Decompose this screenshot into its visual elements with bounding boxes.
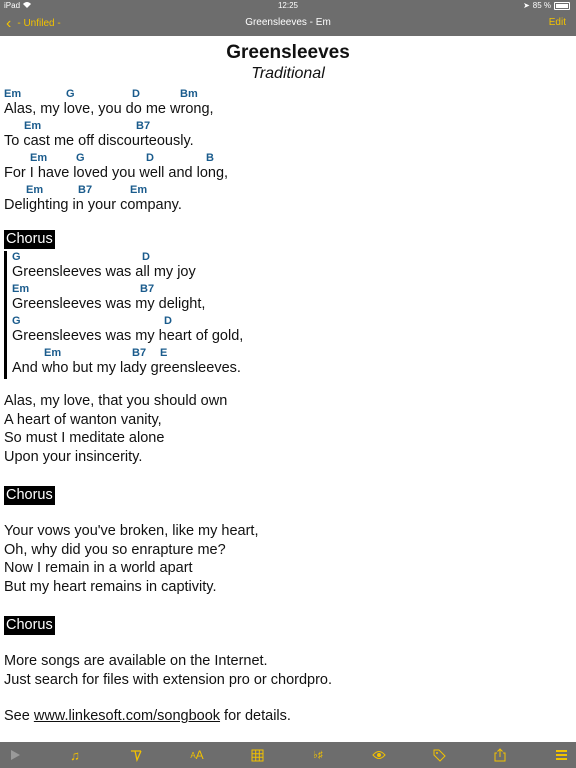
footer-line-2: Just search for files with extension pro or chordpro. xyxy=(4,671,333,688)
chevron-left-icon: ‹ xyxy=(6,14,12,32)
footer-line-1: More songs are available on the Internet. xyxy=(4,653,268,669)
pen-icon[interactable] xyxy=(125,744,147,766)
song-line xyxy=(12,251,243,283)
chorus-label-2: Chorus xyxy=(6,487,53,503)
chord-row xyxy=(4,88,228,101)
see-prefix: See xyxy=(4,708,34,725)
lyric-line: Your vows you've broken, like my heart, xyxy=(4,523,259,539)
chord-label[interactable]: B7 xyxy=(78,184,93,196)
lyric-line: But my heart remains in captivity. xyxy=(4,579,217,596)
chord-label[interactable]: Em xyxy=(26,184,44,196)
transpose-icon[interactable]: ♭♯ xyxy=(313,749,323,761)
lyric-line: And who but my lady greensleeves. xyxy=(12,360,241,376)
edit-button[interactable]: Edit xyxy=(548,17,566,28)
chord-label[interactable]: B xyxy=(206,152,214,164)
chord-label[interactable]: D xyxy=(142,251,150,263)
song-line xyxy=(4,120,228,152)
song-line xyxy=(12,315,243,347)
chord-label[interactable]: Em xyxy=(30,152,48,164)
lyric-line: A heart of wanton vanity, xyxy=(4,411,162,428)
chord-label[interactable]: G xyxy=(76,152,85,164)
status-time: 12:25 xyxy=(277,1,299,10)
chorus-label: Chorus xyxy=(6,231,53,247)
song-title: Greensleeves xyxy=(226,42,350,63)
chord-row xyxy=(4,184,228,197)
chord-label[interactable]: D xyxy=(146,152,154,164)
lyric-line: Greensleeves was my delight, xyxy=(12,296,206,312)
device-name: iPad xyxy=(4,1,21,10)
verse-1 xyxy=(4,88,228,216)
footer-see-line xyxy=(4,707,332,726)
eye-icon[interactable] xyxy=(368,744,390,766)
nav-title: Greensleeves - Em xyxy=(245,17,331,28)
chord-label[interactable]: Bm xyxy=(180,88,198,100)
lyric-line: Delighting in your company. xyxy=(4,197,182,213)
verse-3 xyxy=(4,522,259,597)
lyric-line: Alas, my love, you do me wrong, xyxy=(4,101,214,117)
chord-label[interactable]: D xyxy=(132,88,140,100)
back-label: Unfiled xyxy=(23,18,55,29)
status-right xyxy=(523,1,570,10)
font-size-icon[interactable]: A A xyxy=(190,748,204,762)
battery-percent: 85 % xyxy=(532,1,551,10)
lyric-line: Alas, my love, that you should own xyxy=(4,393,228,409)
song-line xyxy=(4,88,228,120)
lyric-line: Greensleeves was my heart of gold, xyxy=(12,328,244,344)
location-icon: ➤ xyxy=(523,1,530,10)
lyric-line: Greensleeves was all my joy xyxy=(12,264,196,280)
share-icon[interactable] xyxy=(489,744,511,766)
chord-label[interactable]: B7 xyxy=(132,347,147,359)
verse-2 xyxy=(4,392,227,467)
chord-label[interactable]: Em xyxy=(44,347,62,359)
footer-notes xyxy=(4,652,332,726)
music-note-icon[interactable]: ♫ xyxy=(70,747,80,763)
chord-row xyxy=(12,251,243,264)
back-label-prefix: - xyxy=(17,18,24,29)
chord-label[interactable]: Em xyxy=(12,283,30,295)
bottom-toolbar xyxy=(0,742,576,768)
song-subtitle: Traditional xyxy=(251,65,325,82)
play-icon[interactable] xyxy=(4,744,26,766)
chorus-label-3: Chorus xyxy=(6,617,53,633)
navigation-bar xyxy=(0,11,576,36)
chord-row xyxy=(12,315,243,328)
tag-icon[interactable] xyxy=(428,744,450,766)
chord-label[interactable]: B7 xyxy=(136,120,151,132)
song-line xyxy=(12,347,243,379)
website-link[interactable]: www.linkesoft.com/songbook xyxy=(33,708,221,725)
see-suffix: for details. xyxy=(220,708,291,725)
chord-label[interactable]: E xyxy=(160,347,168,359)
battery-icon xyxy=(554,2,570,10)
song-line xyxy=(4,184,228,216)
grid-icon[interactable] xyxy=(246,744,268,766)
chord-label[interactable]: B7 xyxy=(140,283,155,295)
chord-row xyxy=(12,347,243,360)
lyric-line: For I have loved you well and long, xyxy=(4,165,229,181)
chord-label[interactable]: Em xyxy=(24,120,42,132)
chord-label[interactable]: G xyxy=(66,88,75,100)
song-line xyxy=(12,283,243,315)
chord-row xyxy=(4,152,228,165)
chord-row xyxy=(12,283,243,296)
status-bar xyxy=(0,0,576,11)
chord-row xyxy=(4,120,228,133)
chord-label[interactable]: D xyxy=(164,315,172,327)
song-line xyxy=(4,152,228,184)
lyric-line: Now I remain in a world apart xyxy=(4,560,193,577)
lyric-line: Upon your insincerity. xyxy=(4,449,143,466)
chorus-block xyxy=(4,251,243,379)
song-view[interactable] xyxy=(0,36,576,742)
chord-label[interactable]: G xyxy=(12,315,21,327)
chord-label[interactable]: Em xyxy=(4,88,22,100)
menu-icon[interactable] xyxy=(550,744,572,766)
chord-label[interactable]: Em xyxy=(130,184,148,196)
back-label-suffix: - xyxy=(54,18,61,29)
chord-label[interactable]: G xyxy=(12,251,21,263)
lyric-line: Oh, why did you so enrapture me? xyxy=(4,541,226,558)
lyric-line: So must I meditate alone xyxy=(4,430,165,447)
lyric-line: To cast me off discourteously. xyxy=(4,133,194,149)
